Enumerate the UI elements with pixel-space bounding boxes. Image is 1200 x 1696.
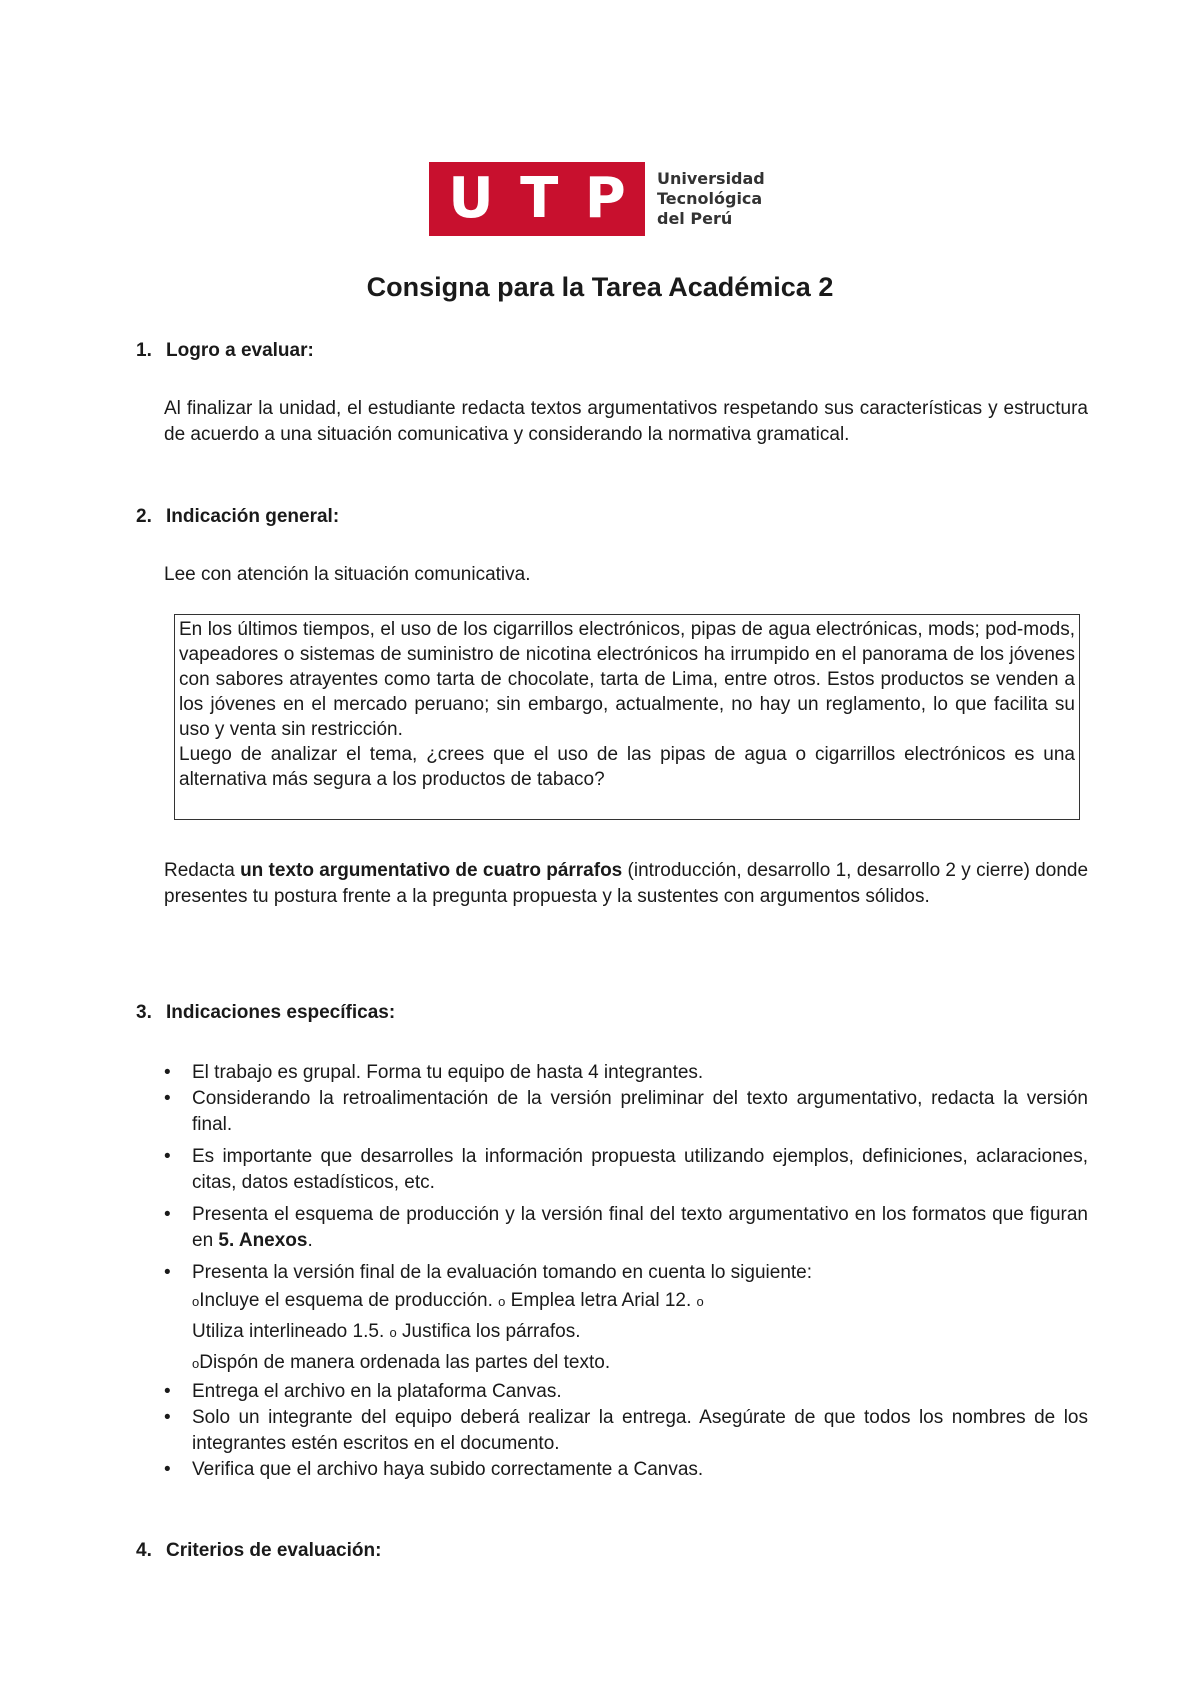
bullet-icon: • (164, 1062, 171, 1083)
situation-paragraph-1: En los últimos tiempos, el uso de los cigarrillos electrónicos, pipas de agua electrónicas, mods; pod-mods, vapeadores o sistemas de suministro de nicotina electrónicos ha irrumpido en el panorama de los jóvenes con sabores atrayentes como tarta de chocolate, tarta de Lima, entre otros. Estos productos se venden a los jóvenes en el mercado peruano; sin embargo, actualmente, no hay un reglamento, lo que facilita su uso y venta sin restricción. (179, 619, 1075, 740)
logo-letter-t: T (520, 166, 559, 231)
logo-line-2: Tecnológica (657, 189, 763, 208)
section-2-heading (136, 506, 339, 528)
bullet-icon: • (164, 1088, 171, 1109)
section-4-heading (136, 1540, 381, 1562)
specific-instructions-list (164, 1060, 1088, 1483)
item-7-text: Solo un integrante del equipo deberá realizar la entrega. Asegúrate de que todos los nombres de los integrantes estén escritos en el documento. (192, 1407, 1088, 1454)
task-instruction (164, 858, 1088, 910)
section-1-text: Al finalizar la unidad, el estudiante redacta textos argumentativos respetando sus características y estructura de acuerdo a una situación comunicativa y considerando la normativa gramatical. (164, 398, 1088, 445)
bullet-icon: • (164, 1262, 171, 1283)
item-4-pre: Presenta el esquema de producción y la versión final del texto argumentativo en los formatos que figuran en (192, 1204, 1088, 1251)
task-bold: un texto argumentativo de cuatro párrafos (240, 860, 623, 881)
item-2-text: Considerando la retroalimentación de la versión preliminar del texto argumentativo, redacta la versión final. (192, 1088, 1088, 1135)
sub-list (192, 1286, 1088, 1379)
sub-item-3: Utiliza interlineado 1.5. (192, 1321, 385, 1342)
list-item (164, 1202, 1088, 1254)
item-1-text: El trabajo es grupal. Forma tu equipo de hasta 4 integrantes. (192, 1062, 704, 1083)
item-4-bold: 5. Anexos (218, 1230, 308, 1251)
section-4-number: 4. (136, 1540, 152, 1561)
circle-bullet-icon: o (192, 1294, 200, 1309)
section-1-number: 1. (136, 340, 152, 361)
list-item (164, 1144, 1088, 1196)
section-2-intro: Lee con atención la situación comunicativa. (164, 564, 531, 585)
sub-item-2: Emplea letra Arial 12. (505, 1290, 697, 1311)
circle-bullet-icon: o (696, 1294, 704, 1309)
section-4-title: Criterios de evaluación: (166, 1540, 382, 1561)
logo-letter-u: U (448, 166, 494, 231)
sub-item-4: Justifica los párrafos. (396, 1321, 581, 1342)
section-1-heading (136, 340, 314, 362)
item-3-text: Es importante que desarrolles la información propuesta utilizando ejemplos, definiciones, aclaraciones, citas, datos estadísticos, etc. (192, 1146, 1088, 1193)
section-1-title: Logro a evaluar: (166, 340, 314, 361)
list-item (164, 1260, 1088, 1379)
list-item (164, 1379, 1088, 1405)
task-pre: Redacta (164, 860, 241, 881)
circle-bullet-icon: o (498, 1294, 506, 1309)
sub-line-3 (192, 1348, 1088, 1379)
bullet-icon: • (164, 1459, 171, 1480)
sub-line-1 (192, 1286, 1088, 1317)
section-3-title: Indicaciones específicas: (166, 1002, 396, 1023)
situation-paragraph-2: Luego de analizar el tema, ¿crees que el uso de las pipas de agua o cigarrillos electrónicos es una alternativa más segura a los productos de tabaco? (179, 744, 1075, 790)
bullet-icon: • (164, 1381, 171, 1402)
task-post: (introducción, desarrollo 1, desarrollo 2 y cierre) donde presentes tu postura frente a la pregunta propuesta y la sustentes con argumentos sólidos. (164, 860, 1089, 907)
logo-badge (429, 162, 645, 236)
sub-item-5: Dispón de manera ordenada las partes del texto. (199, 1352, 611, 1373)
bullet-icon: • (164, 1204, 171, 1225)
item-6-text: Entrega el archivo en la plataforma Canvas. (192, 1381, 562, 1402)
section-2-title: Indicación general: (166, 506, 340, 527)
bullet-icon: • (164, 1407, 171, 1428)
logo-line-1: Universidad (657, 169, 765, 188)
logo-wordmark (657, 169, 765, 229)
item-8-text: Verifica que el archivo haya subido correctamente a Canvas. (192, 1459, 704, 1480)
item-5-text: Presenta la versión final de la evaluación tomando en cuenta lo siguiente: (192, 1262, 813, 1283)
list-item (164, 1457, 1088, 1483)
circle-bullet-icon: o (192, 1356, 200, 1371)
utp-logo (429, 162, 765, 236)
section-3-number: 3. (136, 1002, 152, 1023)
logo-line-3: del Perú (657, 209, 733, 228)
page-title: Consigna para la Tarea Académica 2 (366, 272, 834, 302)
section-3-heading (136, 1002, 395, 1024)
sub-item-1: Incluye el esquema de producción. (199, 1290, 493, 1311)
circle-bullet-icon: o (389, 1325, 397, 1340)
list-item (164, 1086, 1088, 1138)
list-item (164, 1060, 1088, 1086)
item-4-post: . (307, 1230, 313, 1251)
section-2-number: 2. (136, 506, 152, 527)
logo-letter-p: P (584, 166, 626, 231)
bullet-icon: • (164, 1146, 171, 1167)
situation-box (174, 614, 1080, 820)
sub-line-2 (192, 1317, 1088, 1348)
list-item (164, 1405, 1088, 1457)
